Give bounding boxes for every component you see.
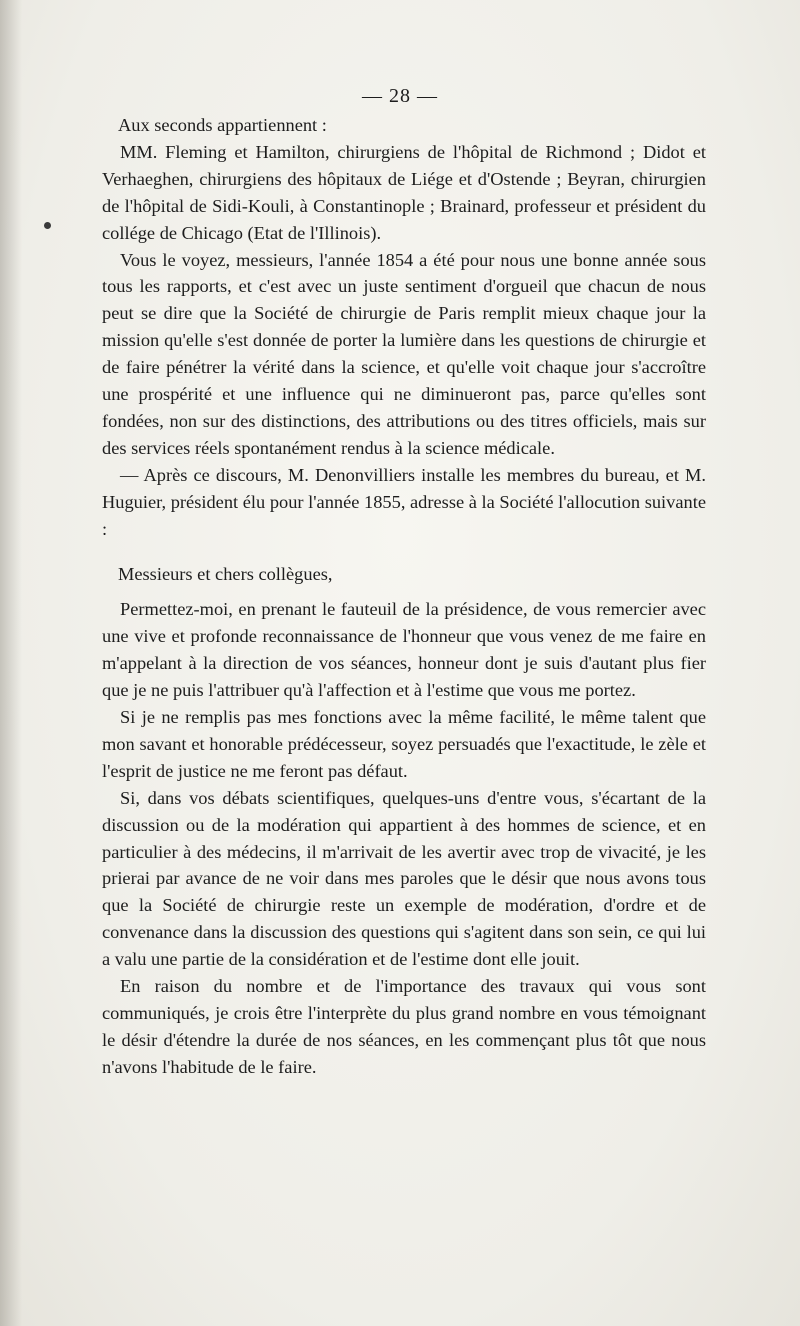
- paragraph-5: Permettez-moi, en prenant le fauteuil de la présidence, de vous remercier avec une vive et profonde reconnaissance de l'honneur que vous venez de me faire en m'appelant à la direction de vos séances, honneur dont je suis d'autant plus fier que je ne puis l'attribuer qu'à l'affection et à l'estime que vous me portez.: [102, 599, 706, 701]
- paragraph-1: Aux seconds appartiennent :: [118, 115, 327, 135]
- page-number: — 28 —: [362, 85, 438, 107]
- paragraph-6: Si je ne remplis pas mes fonctions avec la même facilité, le même talent que mon savant et honorable prédécesseur, soyez persuadés que l'exactitude, le zèle et l'esprit de justice ne me feront pas défaut.: [102, 707, 706, 781]
- body-text: [102, 112, 706, 1081]
- margin-dot: [44, 222, 51, 229]
- paragraph-8: En raison du nombre et de l'importance des travaux qui vous sont communiqués, je crois être l'interprète du plus grand nombre en vous témoignant le désir d'étendre la durée de nos séances, en les commençant plus tôt que nous n'avons l'habitude de le faire.: [102, 976, 706, 1077]
- page-edge-shadow: [0, 0, 22, 1326]
- paragraph-2: MM. Fleming et Hamilton, chirurgiens de l'hôpital de Richmond ; Didot et Verhaeghen, chirurgiens des hôpitaux de Liége et d'Ostende ; Beyran, chirurgien de l'hôpital de Sidi-Kouli, à Constantinople ; Brainard, professeur et président du collége de Chicago (Etat de l'Illinois).: [102, 141, 706, 243]
- paragraph-3: Vous le voyez, messieurs, l'année 1854 a été pour nous une bonne année sous tous les rapports, et c'est avec un juste sentiment d'orgueil que chacun de nous peut se dire que la Société de chirurgie de Paris remplit mieux chaque jour la mission qu'elle s'est donnée de porter la lumière dans les questions de chirurgie et de faire pénétrer la vérité dans la science, et qu'elle voit chaque jour s'accroître une prospérité et une influence qui ne diminueront pas, parce qu'elles sont fondées, non sur des distinctions, des attributions ou des titres officiels, mais sur des services réels spontanément rendus à la science médicale.: [102, 249, 706, 458]
- paragraph-4: — Après ce discours, M. Denonvilliers installe les membres du bureau, et M. Huguier, président élu pour l'année 1855, adresse à la Société l'allocution suivante :: [102, 464, 706, 539]
- paragraph-7: Si, dans vos débats scientifiques, quelques-uns d'entre vous, s'écartant de la discussion ou de la modération qui appartient à des hommes de science, et en particulier à des médecins, il m'arrivait de les avertir avec trop de vivacité, je les prierai par avance de ne voir dans mes paroles que le désir que nous avons tous que la Société de chirurgie reste un exemple de modération, d'ordre et de convenance dans la discussion des questions qui s'agitent dans son sein, ce qui lui a valu une partie de la considération et de l'estime dont elle jouit.: [102, 787, 706, 970]
- salutation: Messieurs et chers collègues,: [118, 563, 333, 584]
